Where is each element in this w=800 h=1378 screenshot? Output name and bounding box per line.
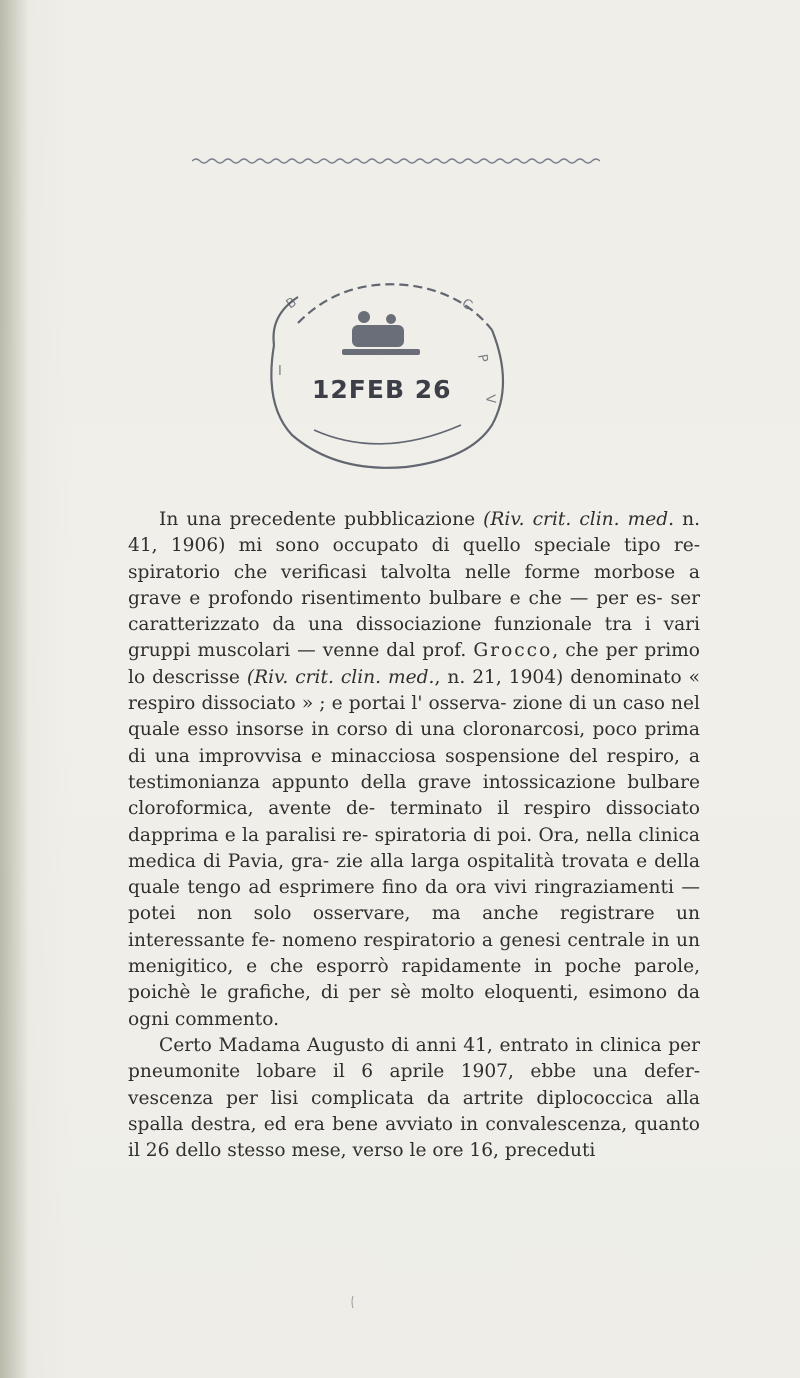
text-segment: n. 41, 1906) mi sono occupato di quello speciale tipo re- spiratorio che verificasi talvolta nelle forme morbose a grave e profondo risentimento bulbare e che — per es- ser caratterizzato da una dissociazione funzionale tra i vari gruppi muscolari — venne dal prof. xyxy=(128,509,700,662)
paragraph-1 xyxy=(128,507,700,1033)
text-segment: (Riv. crit. clin. med. xyxy=(246,666,435,688)
paragraph-2 xyxy=(128,1033,700,1164)
pencil-mark xyxy=(350,1295,356,1309)
text-segment: Certo Madama Augusto di anni 41, entrato in clinica per pneumonite lobare il 6 aprile 1907, ebbe una defer- vescenza per lisi complicata da artrite diplococcica alla spalla destra, ed era bene avviato in convalescenza, quanto il 26 dello stesso mese, verso le ore 16, preceduti xyxy=(128,1034,700,1162)
text-segment: Grocco xyxy=(473,640,553,662)
svg-text:P: P xyxy=(474,353,491,364)
library-stamp xyxy=(256,275,514,475)
article-body xyxy=(128,507,700,1164)
stamp-crest-icon xyxy=(342,311,420,355)
page-edge-shadow xyxy=(0,0,28,1378)
svg-text:V: V xyxy=(482,394,498,405)
text-segment: , n. 21, 1904) denominato « respiro dissociato » ; e portai l' osserva- zione di un caso nel quale esso insorse in corso di una cloronarcosi, poco prima di una improvvisa e minacciosa sospensione del respiro, a testimonianza appunto della grave intossicazione bulbare cloroformica, avente de- terminato il respiro dissociato dapprima e la paralisi re- spiratoria di poi. Ora, nella clinica medica di Pavia, gra- zie alla larga ospitalità trovata e della quale tengo ad esprimere fino da ora vivi ringraziamenti — potei non solo osservare, ma anche registrare un interessante fe- nomeno respiratorio a genesi centrale in un menigitico, e che esporrò rapidamente in poche parole, poichè le grafiche, di per sè molto eloquenti, esimono da ogni commento. xyxy=(128,666,701,1030)
stamp-date: 12FEB 26 xyxy=(312,375,452,404)
svg-text:C: C xyxy=(458,295,475,314)
text-segment: (Riv. crit. clin. med. xyxy=(483,509,675,530)
svg-text:Ⅰ: Ⅰ xyxy=(278,364,282,379)
text-segment: In una precedente pubblicazione xyxy=(159,509,484,530)
text-segment: , che per primo lo descrisse xyxy=(128,640,700,688)
decorative-wavy-rule xyxy=(192,156,600,166)
svg-text:B: B xyxy=(283,294,300,313)
